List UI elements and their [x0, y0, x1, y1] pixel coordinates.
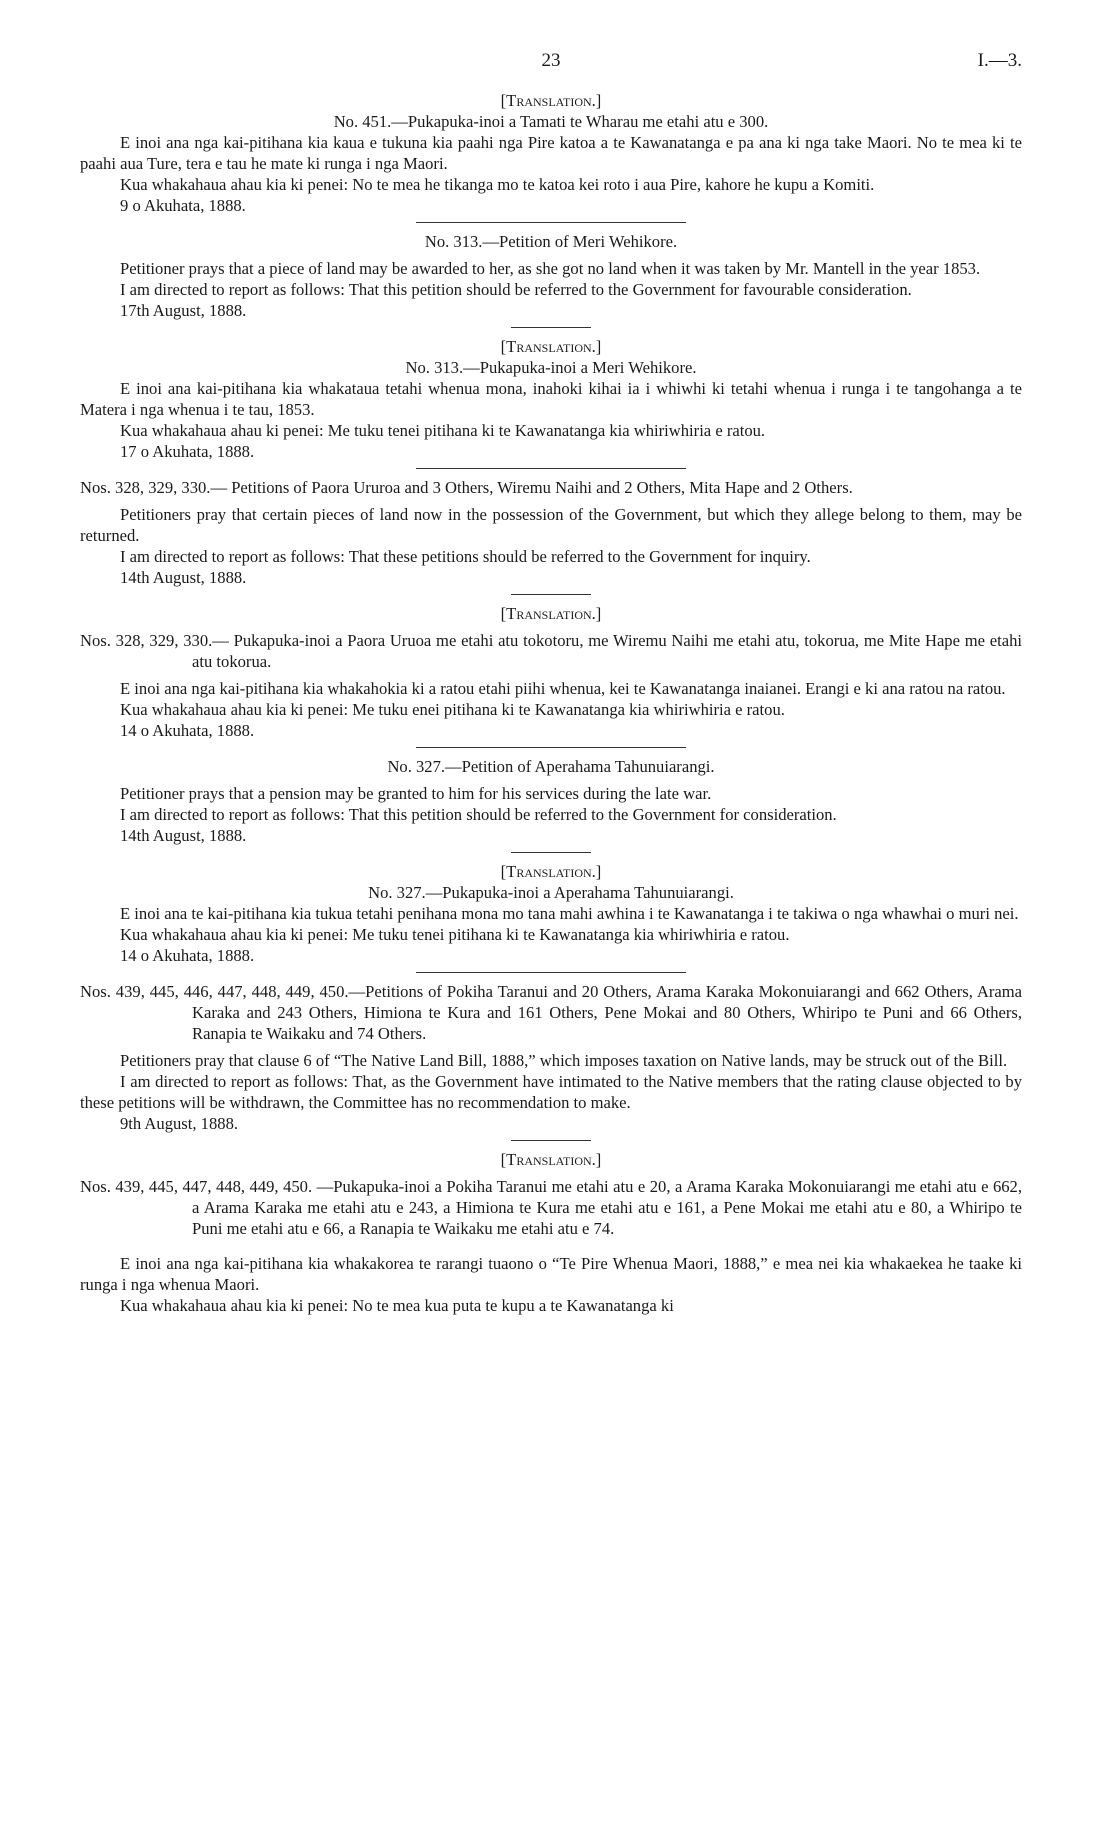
paragraph: Petitioner prays that a piece of land may be awarded to her, as she got no land when it was taken by Mr. Mantell in the year 1853. — [120, 259, 981, 278]
date-line: 9th August, 1888. — [120, 1114, 239, 1133]
paragraph: Kua whakahaua ahau kia ki penei: No te mea he tikanga mo te katoa kei roto i aua Pire, kahore he kupu a Komiti. — [120, 175, 875, 194]
section-divider — [416, 972, 686, 973]
translation-label: [Translation.] — [500, 91, 602, 110]
paragraph: Kua whakahaua ahau kia ki penei: No te mea kua puta te kupu a te Kawanatanga ki — [120, 1296, 674, 1315]
translation-divider — [511, 594, 591, 595]
section-heading: Nos. 328, 329, 330.— Pukapuka-inoi a Paora Uruoa me etahi atu tokotoru, me Wiremu Naihi me etahi atu, tokorua, me Mite Hape me etahi atu tokorua. — [80, 631, 1022, 671]
paragraph: Petitioners pray that clause 6 of “The Native Land Bill, 1888,” which imposes taxation on Native lands, may be struck out of the Bill. — [120, 1051, 1008, 1070]
paragraph: E inoi ana nga kai-pitihana kia whakakorea te rarangi tuaono o “Te Pire Whenua Maori, 1888,” e mea nei kia whakaekea he taake ki runga i nga whenua Maori. — [80, 1254, 1022, 1294]
paragraph: Kua whakahaua ahau kia ki penei: Me tuku tenei pitihana ki te Kawanatanga kia whiriwhiria e ratou. — [120, 925, 790, 944]
date-line: 17 o Akuhata, 1888. — [120, 442, 255, 461]
paragraph: I am directed to report as follows: That this petition should be referred to the Government for consideration. — [120, 805, 837, 824]
paragraph: Kua whakahaua ahau ki penei: Me tuku tenei pitihana ki te Kawanatanga kia whiriwhiria e ratou. — [120, 421, 766, 440]
translation-label: [Translation.] — [500, 1150, 602, 1169]
section-heading: Nos. 439, 445, 446, 447, 448, 449, 450.—Petitions of Pokiha Taranui and 20 Others, Arama Karaka Mokonuiarangi and 662 Others, Arama Karaka and 243 Others, Himiona te Kura and 161 Others, Pene Mokai and 80 Others, Whiripo te Puni and 66 Others, Ranapia te Waikaku and 74 Others. — [80, 982, 1022, 1043]
translation-divider — [511, 852, 591, 853]
paragraph: I am directed to report as follows: That these petitions should be referred to the Government for inquiry. — [120, 547, 811, 566]
section-heading: No. 313.—Petition of Meri Wehikore. — [424, 232, 678, 251]
paragraph: E inoi ana kai-pitihana kia whakataua tetahi whenua mona, inahoki kihai ia i whiwhi ki tetahi whenua i runga i te tangohanga a te Matera i nga whenua i te tau, 1853. — [80, 379, 1022, 419]
paragraph: I am directed to report as follows: That this petition should be referred to the Government for favourable consideration. — [120, 280, 912, 299]
page-number: 23 — [541, 50, 561, 71]
paragraph: Kua whakahaua ahau kia ki penei: Me tuku enei pitihana ki te Kawanatanga kia whiriwhiria e ratou. — [120, 700, 785, 719]
paragraph: E inoi ana nga kai-pitihana kia whakahokia ki a ratou etahi piihi whenua, kei te Kawanatanga inaianei. Erangi e ki ana ratou na ratou. — [120, 679, 1006, 698]
date-line: 14 o Akuhata, 1888. — [120, 946, 255, 965]
translation-divider — [511, 1140, 591, 1141]
date-line: 9 o Akuhata, 1888. — [120, 196, 246, 215]
section-divider — [416, 222, 686, 223]
section-heading: No. 451.—Pukapuka-inoi a Tamati te Wharau me etahi atu e 300. — [333, 112, 769, 131]
paragraph: E inoi ana te kai-pitihana kia tukua tetahi penihana mona mo tana mahi awhina i te Kawanatanga i te takiwa o nga whawhai o muri nei. — [120, 904, 1019, 923]
section-divider — [416, 468, 686, 469]
section-heading: No. 327.—Petition of Aperahama Tahunuiarangi. — [387, 757, 715, 776]
date-line: 17th August, 1888. — [120, 301, 247, 320]
translation-label: [Translation.] — [500, 337, 602, 356]
section-heading: Nos. 439, 445, 447, 448, 449, 450. —Pukapuka-inoi a Pokiha Taranui me etahi atu e 20, a Arama Karaka Mokonuiarangi me etahi atu e 662, a Arama Karaka me etahi atu e 243, a Himiona te Kura me etahi atu e 161, a Pene Mokai me etahi atu e 80, a Whiripo te Puni me etahi atu e 66, a Ranapia te Waikaku me etahi atu e 74. — [80, 1177, 1022, 1238]
section-heading: No. 313.—Pukapuka-inoi a Meri Wehikore. — [405, 358, 697, 377]
section-heading: No. 327.—Pukapuka-inoi a Aperahama Tahunuiarangi. — [368, 883, 734, 902]
document-reference: I.—3. — [977, 50, 1022, 71]
date-line: 14th August, 1888. — [120, 826, 247, 845]
section-divider — [416, 747, 686, 748]
translation-label: [Translation.] — [500, 604, 602, 623]
section-heading: Nos. 328, 329, 330.— Petitions of Paora Ururoa and 3 Others, Wiremu Naihi and 2 Others, Mita Hape and 2 Others. — [80, 478, 853, 497]
date-line: 14th August, 1888. — [120, 568, 247, 587]
paragraph: Petitioner prays that a pension may be granted to him for his services during the late war. — [120, 784, 712, 803]
translation-label: [Translation.] — [500, 862, 602, 881]
paragraph: E inoi ana nga kai-pitihana kia kaua e tukuna kia paahi nga Pire katoa a te Kawanatanga e pa ana ki nga take Maori. No te mea ki te paahi aua Ture, tera e tau he mate ki runga i nga Maori. — [80, 133, 1022, 173]
document-page — [80, 50, 1022, 1316]
spacer — [80, 1245, 1022, 1253]
page-header — [80, 50, 1022, 90]
paragraph: I am directed to report as follows: That, as the Government have intimated to the Native members that the rating clause objected to by these petitions will be withdrawn, the Committee has no recommendation to make. — [80, 1072, 1022, 1112]
paragraph: Petitioners pray that certain pieces of land now in the possession of the Government, but which they allege belong to them, may be returned. — [80, 505, 1022, 545]
translation-divider — [511, 327, 591, 328]
date-line: 14 o Akuhata, 1888. — [120, 721, 255, 740]
